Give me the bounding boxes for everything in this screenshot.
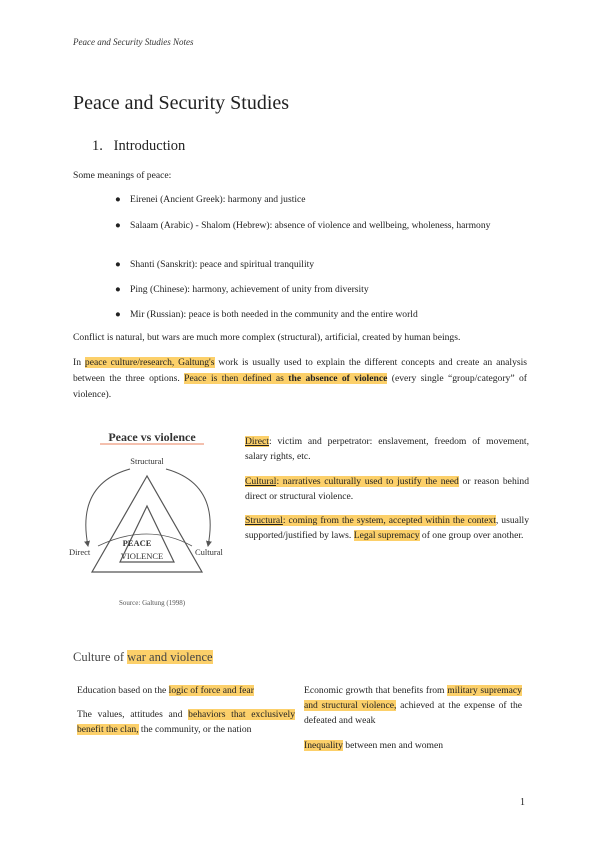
page-header: Peace and Security Studies Notes	[73, 37, 194, 47]
culture-right-item-1: Economic growth that benefits from military supremacy and structural violence, achieved at the expense of the defeated and weak	[304, 685, 523, 726]
label-structural: Structural	[130, 456, 164, 466]
culture-left-item-1: Education based on the logic of force and fear	[77, 685, 254, 696]
violence-structural: Structural: coming from the system, accepted within the context, usually supported/justified by laws. Legal supremacy of one group over another.	[245, 515, 530, 541]
center-violence: VIOLENCE	[120, 551, 164, 561]
violence-direct: Direct: victim and perpetrator: enslavement, freedom of movement, salary rights, etc.	[245, 436, 529, 462]
list-item: ● Ping (Chinese): harmony, achievement of unity from diversity	[115, 284, 369, 295]
conflict-paragraph: Conflict is natural, but wars are much more complex (structural), artificial, created by human beings.	[73, 332, 461, 343]
page-title: Peace and Security Studies	[73, 92, 290, 114]
peace-violence-figure	[68, 424, 236, 609]
list-item: ● Salaam (Arabic) - Shalom (Hebrew): absence of violence and wellbeing, wholeness, harmony	[115, 220, 491, 231]
culture-right-item-2: Inequality between men and women	[304, 740, 444, 751]
galtung-paragraph: In peace culture/research, Galtung's work is usually used to explain the different concepts and create an analysis between the three options. Peace is then defined as the absence of violence (every single “group/category” of violence).	[73, 357, 528, 400]
triangle-diagram	[68, 424, 236, 609]
page-number: 1	[520, 797, 525, 808]
section-number: 1.	[92, 138, 103, 154]
label-direct: Direct	[69, 547, 91, 557]
figure-title: Peace vs violence	[108, 430, 196, 444]
figure-source: Source: Galtung (1998)	[118, 599, 186, 607]
bullet-icon: ●	[115, 284, 121, 295]
bullet-icon: ●	[115, 309, 121, 320]
violence-cultural: Cultural: narratives culturally used to justify the need or reason behind direct or structural violence.	[245, 476, 529, 502]
section-heading-culture: Culture of war and violence	[73, 650, 213, 664]
section-heading-introduction	[92, 138, 185, 155]
label-cultural: Cultural	[195, 547, 223, 557]
arrow-right	[166, 469, 210, 546]
section-title: Introduction	[113, 138, 186, 154]
arrow-left	[86, 469, 130, 546]
center-peace: PEACE	[122, 538, 152, 548]
meanings-intro: Some meanings of peace:	[73, 170, 172, 181]
list-item: ● Mir (Russian): peace is both needed in the community and the entire world	[115, 309, 418, 320]
culture-left-item-2: The values, attitudes and behaviors that exclusively benefit the clan, the community, or the nation	[77, 709, 295, 735]
list-item: ● Shanti (Sanskrit): peace and spiritual tranquility	[115, 259, 315, 270]
list-item: ● Eirenei (Ancient Greek): harmony and justice	[115, 194, 306, 205]
bullet-icon: ●	[115, 194, 121, 205]
bullet-icon: ●	[115, 220, 121, 231]
bullet-icon: ●	[115, 259, 121, 270]
